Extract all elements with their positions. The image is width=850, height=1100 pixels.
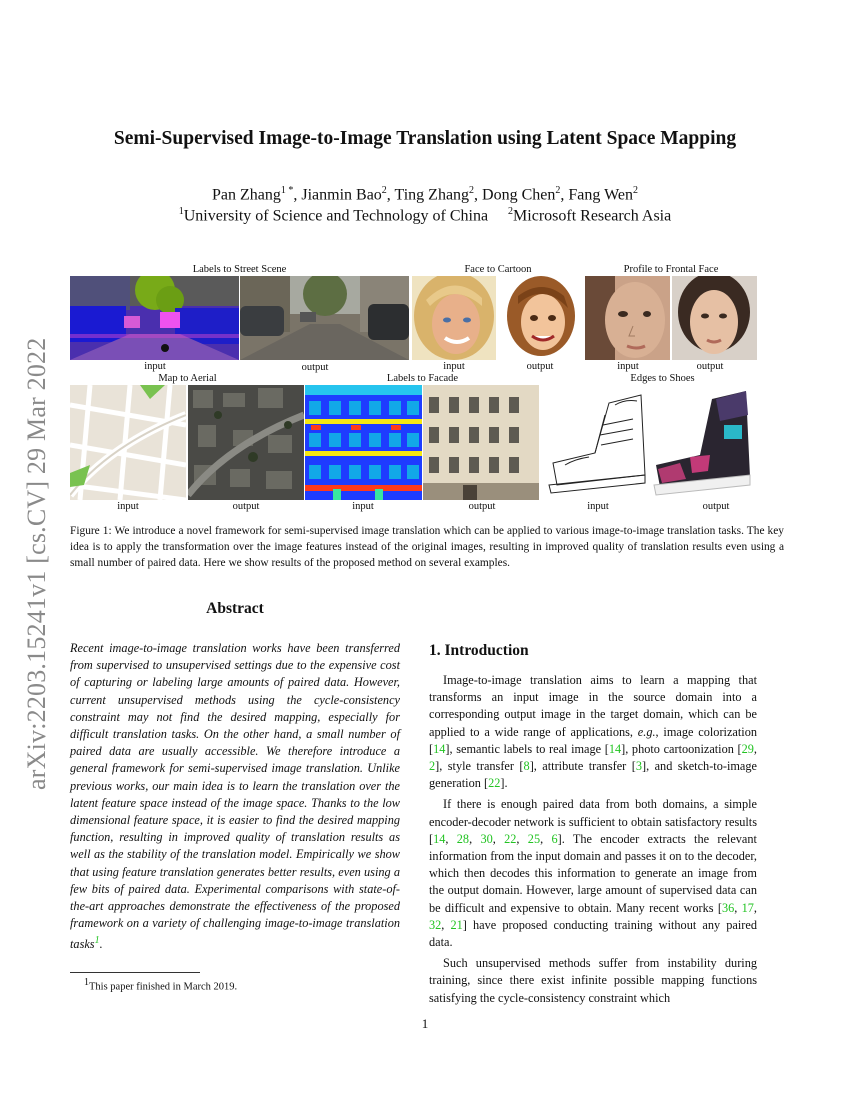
text: , bbox=[441, 917, 451, 932]
io-label-output: output bbox=[301, 362, 329, 373]
citation-link[interactable]: 8 bbox=[523, 759, 530, 774]
cartoon-face-image bbox=[498, 276, 584, 360]
abstract-text bbox=[70, 640, 400, 954]
text: e.g. bbox=[637, 724, 656, 739]
text: , bbox=[516, 831, 528, 846]
text: ], style transfer [ bbox=[435, 759, 524, 774]
page-number: 1 bbox=[421, 1016, 429, 1031]
group-label-street: Labels to Street Scene bbox=[192, 264, 287, 275]
text: , bbox=[445, 831, 457, 846]
io-label-input: input bbox=[617, 361, 639, 372]
io-label-input: input bbox=[443, 361, 465, 372]
abstract-body: Recent image-to-image translation works have been transferred from supervised to unsupervised settings due to the expensive cost of capturing or labeling large amounts of paired data. However, current unsupervised methods using the cycle-consistency constraint may not find the desired mapping, especially for difficult translation tasks. On the other hand, a small number of paired data are usually accessible. We therefore introduce a general framework for semi-supervised image translation. Unlike previous works, our main idea is to learn the translation over the latent feature space instead of the image space. Thanks to the low dimensional feature space, it is easier to find the desired mapping function, resulting in improved quality of translation results as well as the stability of the translation model. Empirically we show that using feature translation generates better results, even using a few bits of paired data. Experimental comparisons with state-of-the-art approaches demonstrate the effectiveness of the proposed framework on a variety of challenging image-to-image translation tasks bbox=[70, 641, 400, 952]
text: ], attribute transfer [ bbox=[529, 759, 636, 774]
affil-sup: 2 bbox=[508, 206, 514, 217]
affiliation-msra: Microsoft Research Asia bbox=[513, 207, 672, 225]
citation-link[interactable]: 32 bbox=[429, 917, 442, 932]
affiliations bbox=[60, 206, 790, 225]
text: ], photo cartoonization [ bbox=[621, 741, 742, 756]
street-labels-image bbox=[70, 276, 239, 360]
text: ], semantic labels to real image [ bbox=[445, 741, 609, 756]
group-label-facade: Labels to Facade bbox=[386, 373, 459, 384]
intro-paragraph-3: Such unsupervised methods suffer from instability during training, since there exist infinite possible mapping functions satisfying the cycle-consistency constraint which bbox=[429, 956, 757, 1005]
citation-link[interactable]: 22 bbox=[504, 831, 517, 846]
introduction-heading: 1. Introduction bbox=[429, 642, 529, 659]
text: , bbox=[540, 831, 552, 846]
citation-link[interactable]: 36 bbox=[721, 900, 735, 915]
citation-link[interactable]: 22 bbox=[488, 776, 501, 791]
text: If there is enough paired data from both domains, a simple encoder-decoder network is sufficient to obtain satisfactory results [ bbox=[429, 797, 757, 846]
citation-link[interactable]: 25 bbox=[527, 831, 541, 846]
group-label-shoes: Edges to Shoes bbox=[630, 373, 695, 384]
citation-link[interactable]: 14 bbox=[433, 831, 446, 846]
io-label-output: output bbox=[468, 501, 496, 512]
citation-link[interactable]: 3 bbox=[635, 759, 642, 774]
text: , bbox=[492, 831, 505, 846]
text: , bbox=[753, 900, 757, 915]
io-label-input: input bbox=[117, 501, 139, 512]
shoe-edges-image bbox=[545, 385, 650, 500]
frontal-face-image bbox=[672, 276, 757, 360]
author-name: , Jianmin Bao bbox=[293, 186, 382, 204]
paper-title: Semi-Supervised Image-to-Image Translation using Latent Space Mapping bbox=[113, 128, 737, 149]
introduction-body bbox=[429, 672, 757, 1007]
text: ], and sketch-to-image generation [ bbox=[429, 759, 757, 791]
text: ] have proposed conducting training without any paired data. bbox=[429, 917, 757, 950]
author-sup: 2 bbox=[555, 185, 561, 196]
citation-link[interactable]: 14 bbox=[608, 741, 622, 756]
citation-link[interactable]: 29 bbox=[741, 741, 754, 756]
citation-link[interactable]: 28 bbox=[456, 831, 470, 846]
figure-caption: Figure 1: We introduce a novel framework for semi-supervised image translation which can be applied to various image-to-image translation tasks. The key idea is to apply the transformation over the image features instead of the original images, resulting in improved quality of translation results even using a small number of paired data. Here we show results of the proposed method on several examples. bbox=[70, 525, 784, 569]
group-label-profile: Profile to Frontal Face bbox=[623, 264, 719, 275]
author-sup: 2 bbox=[381, 185, 387, 196]
facade-photo-image bbox=[423, 385, 539, 500]
arxiv-stamp: arXiv:2203.15241v1 [cs.CV] 29 Mar 2022 bbox=[22, 337, 51, 790]
abstract-end: . bbox=[99, 937, 103, 952]
intro-paragraph-2 bbox=[429, 796, 757, 951]
footnote-mark: 1 bbox=[84, 977, 89, 988]
intro-paragraph-1 bbox=[429, 672, 757, 792]
io-label-output: output bbox=[702, 501, 730, 512]
text: , image colorization [ bbox=[429, 724, 757, 756]
io-label-input: input bbox=[352, 501, 374, 512]
group-label-cartoon: Face to Cartoon bbox=[464, 264, 532, 275]
io-label-output: output bbox=[232, 501, 260, 512]
affiliation-ustc: University of Science and Technology of China bbox=[183, 207, 489, 225]
citation-link[interactable]: 21 bbox=[450, 917, 463, 932]
footnote bbox=[84, 977, 404, 993]
face-photo-image bbox=[412, 276, 496, 360]
citation-link[interactable]: 6 bbox=[551, 831, 558, 846]
io-label-output: output bbox=[696, 361, 724, 372]
footnote-link[interactable]: 1 bbox=[94, 935, 100, 947]
io-label-input: input bbox=[144, 361, 166, 372]
text: , bbox=[734, 900, 742, 915]
citation-link[interactable]: 14 bbox=[433, 741, 446, 756]
citation-link[interactable]: 2 bbox=[429, 759, 436, 774]
author-name: , Fang Wen bbox=[560, 186, 634, 204]
author-list bbox=[60, 185, 790, 204]
abstract-heading: Abstract bbox=[206, 600, 264, 617]
group-label-aerial: Map to Aerial bbox=[158, 373, 217, 384]
profile-face-image bbox=[585, 276, 670, 360]
affil-sup: 1 bbox=[178, 206, 184, 217]
author-name: , Dong Chen bbox=[474, 186, 556, 204]
footnote-rule bbox=[70, 972, 200, 973]
author-name: , Ting Zhang bbox=[386, 186, 470, 204]
text: ]. The encoder extracts the relevant information from the input domain and passes it on to the decoder, which then decodes this information to generate an image from the output domain. However, large amount of supervised data can be difficult and expensive to obtain. Many recent works [ bbox=[429, 831, 757, 915]
shoe-photo-image bbox=[650, 385, 757, 500]
author-sup: 2 bbox=[633, 185, 639, 196]
citation-link[interactable]: 30 bbox=[480, 831, 493, 846]
text: , bbox=[753, 741, 757, 756]
text: , bbox=[469, 831, 481, 846]
facade-labels-image bbox=[305, 385, 422, 500]
map-image bbox=[70, 385, 186, 500]
io-label-output: output bbox=[526, 361, 554, 372]
author-sup: 1 * bbox=[280, 185, 294, 196]
text: ]. bbox=[500, 776, 508, 791]
footnote-text: This paper finished in March 2019. bbox=[89, 981, 238, 993]
citation-link[interactable]: 17 bbox=[741, 900, 754, 915]
author-sup: 2 bbox=[469, 185, 475, 196]
aerial-image bbox=[188, 385, 304, 500]
io-label-input: input bbox=[587, 501, 609, 512]
text: Image-to-image translation aims to learn a mapping that transforms an input image in the source domain into a corresponding output image in the target domain, which can be applied to a wide range of applications, bbox=[429, 673, 757, 739]
street-scene-image bbox=[240, 276, 409, 360]
author-name: Pan Zhang bbox=[211, 186, 281, 204]
